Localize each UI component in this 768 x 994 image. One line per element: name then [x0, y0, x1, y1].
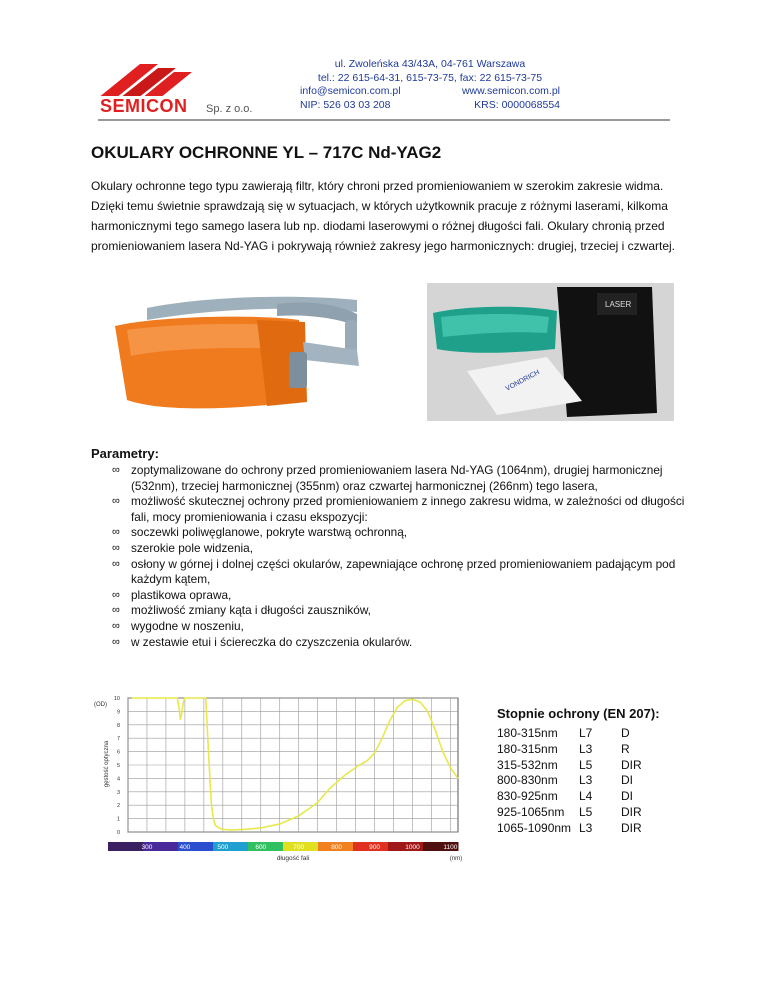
- bullet-icon: ∞: [112, 541, 120, 554]
- registry-row: [300, 99, 560, 113]
- y-tick-label: 2: [116, 803, 120, 810]
- x-tick-label: 600: [255, 844, 267, 851]
- list-item-text: osłony w górnej i dolnej części okularów, zapewniające ochronę przed promieniowaniem padającym pod każdym kątem,: [131, 556, 676, 587]
- x-unit-label: (nm): [449, 856, 463, 862]
- website-link[interactable]: www.semicon.com.pl: [461, 85, 560, 98]
- x-tick-label: 700: [293, 844, 305, 851]
- y-unit-label: (OD): [94, 702, 107, 708]
- mode-cell: DIR: [621, 757, 642, 772]
- company-address-block: [300, 58, 560, 112]
- y-tick-label: 10: [113, 696, 120, 702]
- address-line: ul. Zwoleńska 43/43A, 04-761 Warszawa: [334, 58, 526, 70]
- krs-number: KRS: 0000068554: [474, 98, 560, 111]
- mode-cell: R: [621, 741, 630, 756]
- y-tick-label: 0: [116, 830, 120, 836]
- list-item-text: możliwość skutecznej ochrony przed promieniowaniem z innego zakresu widma, w zależności od długości fali, mocy promieniowania i czasu ekspozycji:: [131, 494, 685, 524]
- level-cell: L3: [579, 773, 593, 788]
- bullet-icon: ∞: [112, 557, 120, 570]
- x-tick-label: 1000: [405, 844, 420, 851]
- list-item: [112, 541, 702, 557]
- range-cell: 315-532nm: [497, 757, 558, 772]
- level-cell: L3: [579, 820, 593, 835]
- bullet-icon: ∞: [112, 588, 120, 601]
- company-suffix: Sp. z o.o.: [206, 103, 253, 115]
- list-item: [112, 603, 702, 619]
- optical-density-chart: [88, 694, 484, 864]
- bullet-icon: ∞: [112, 619, 120, 632]
- parameters-heading: Parametry:: [91, 446, 159, 461]
- svg-text:VONDRICH: VONDRICH: [504, 369, 541, 393]
- y-tick-label: 4: [116, 776, 120, 783]
- bullet-icon: ∞: [112, 495, 120, 508]
- x-tick-label: 300: [141, 844, 153, 851]
- x-tick-label: 500: [217, 844, 229, 851]
- list-item-text: plastikowa oprawa,: [131, 587, 232, 602]
- level-cell: L3: [579, 741, 593, 756]
- contact-row: [300, 85, 560, 99]
- level-cell: L5: [579, 804, 593, 819]
- y-axis-label: gęstość optyczna: [104, 740, 110, 788]
- table-row: [497, 789, 642, 805]
- list-item-text: w zestawie etui i ściereczka do czyszczenia okularów.: [131, 634, 413, 649]
- mode-cell: DIR: [621, 820, 642, 835]
- list-item: [112, 494, 702, 525]
- bullet-icon: ∞: [112, 464, 120, 476]
- company-name: SEMICON: [100, 96, 188, 116]
- spectrum-segment: [108, 842, 144, 851]
- x-tick-label: 900: [369, 844, 380, 851]
- range-cell: 180-315nm: [497, 726, 558, 740]
- y-tick-label: 1: [116, 816, 120, 823]
- svg-text:LASER: LASER: [605, 300, 632, 309]
- x-tick-label: 400: [179, 844, 191, 851]
- table-row: [497, 773, 642, 789]
- y-tick-label: 3: [116, 789, 120, 796]
- table-row: [497, 726, 642, 742]
- page-title: OKULARY OCHRONNE YL – 717C Nd-YAG2: [91, 143, 442, 162]
- range-cell: 800-830nm: [497, 773, 558, 788]
- table-row: [497, 758, 642, 774]
- y-tick-label: 5: [116, 763, 120, 769]
- x-tick-label: 1100: [443, 844, 458, 851]
- list-item-text: szerokie pole widzenia,: [131, 540, 253, 555]
- list-item-text: soczewki poliwęglanowe, pokryte warstwą ochronną,: [131, 525, 408, 540]
- y-tick-label: 9: [116, 709, 120, 716]
- email-link[interactable]: info@semicon.com.pl: [300, 85, 401, 98]
- orange-goggles-image: [107, 290, 412, 426]
- list-item: [112, 619, 702, 635]
- list-item: [112, 463, 702, 494]
- range-cell: 830-925nm: [497, 789, 558, 804]
- list-item: [112, 557, 702, 588]
- table-row: [497, 805, 642, 821]
- mode-cell: D: [621, 726, 630, 740]
- parameters-list: [112, 463, 702, 650]
- mode-cell: DI: [621, 789, 633, 804]
- level-cell: L7: [579, 726, 593, 740]
- list-item-text: zoptymalizowane do ochrony przed promieniowaniem lasera Nd-YAG (1064nm), drugiej harmonicznej (532nm), trzeciej harmonicznej (355nm) oraz czwartej harmonicznej (266nm) tego lasera,: [131, 463, 663, 493]
- bullet-icon: ∞: [112, 526, 120, 539]
- list-item-text: możliwość zmiany kąta i długości zauszników,: [131, 603, 371, 618]
- mode-cell: DIR: [621, 804, 642, 819]
- x-tick-label: 800: [331, 844, 343, 851]
- range-cell: 925-1065nm: [497, 804, 565, 819]
- table-row: [497, 742, 642, 758]
- level-cell: L4: [579, 789, 593, 804]
- y-tick-label: 6: [116, 749, 120, 756]
- list-item: [112, 525, 702, 541]
- protection-heading: Stopnie ochrony (EN 207):: [497, 706, 660, 721]
- range-cell: 1065-1090nm: [497, 820, 572, 835]
- nip-number: NIP: 526 03 03 208: [300, 98, 391, 111]
- phone-line: tel.: 22 615-64-31, 615-73-75, fax: 22 615-73-75: [317, 71, 543, 84]
- header-divider: [98, 119, 670, 121]
- protection-table: [497, 726, 642, 837]
- y-tick-label: 8: [116, 722, 120, 729]
- goggles-case-image: [427, 283, 674, 421]
- table-row: [497, 821, 642, 837]
- bullet-icon: ∞: [112, 635, 120, 648]
- bullet-icon: ∞: [112, 604, 120, 617]
- x-axis-label: długość fali: [276, 855, 310, 862]
- mode-cell: DI: [621, 773, 633, 788]
- level-cell: L5: [579, 757, 593, 772]
- intro-paragraph: Okulary ochronne tego typu zawierają filtr, który chroni przed promieniowaniem w szerokim zakresie widma. Dzięki temu świetnie sprawdzają się w sytuacjach, w których użytkownik pracuje z różnymi laserami, kilkoma harmonicznymi tego samego lasera lub np. diodami laserowymi o różnej długości fali. Okulary chronią przed promieniowaniem lasera Nd-YAG i pokrywają również zakresy jego harmonicznych: drugiej, trzeciej i czwartej.: [91, 179, 676, 253]
- range-cell: 180-315nm: [497, 741, 558, 756]
- list-item: [112, 588, 702, 604]
- y-tick-label: 7: [116, 736, 120, 743]
- list-item-text: wygodne w noszeniu,: [131, 618, 244, 633]
- list-item: [112, 635, 702, 651]
